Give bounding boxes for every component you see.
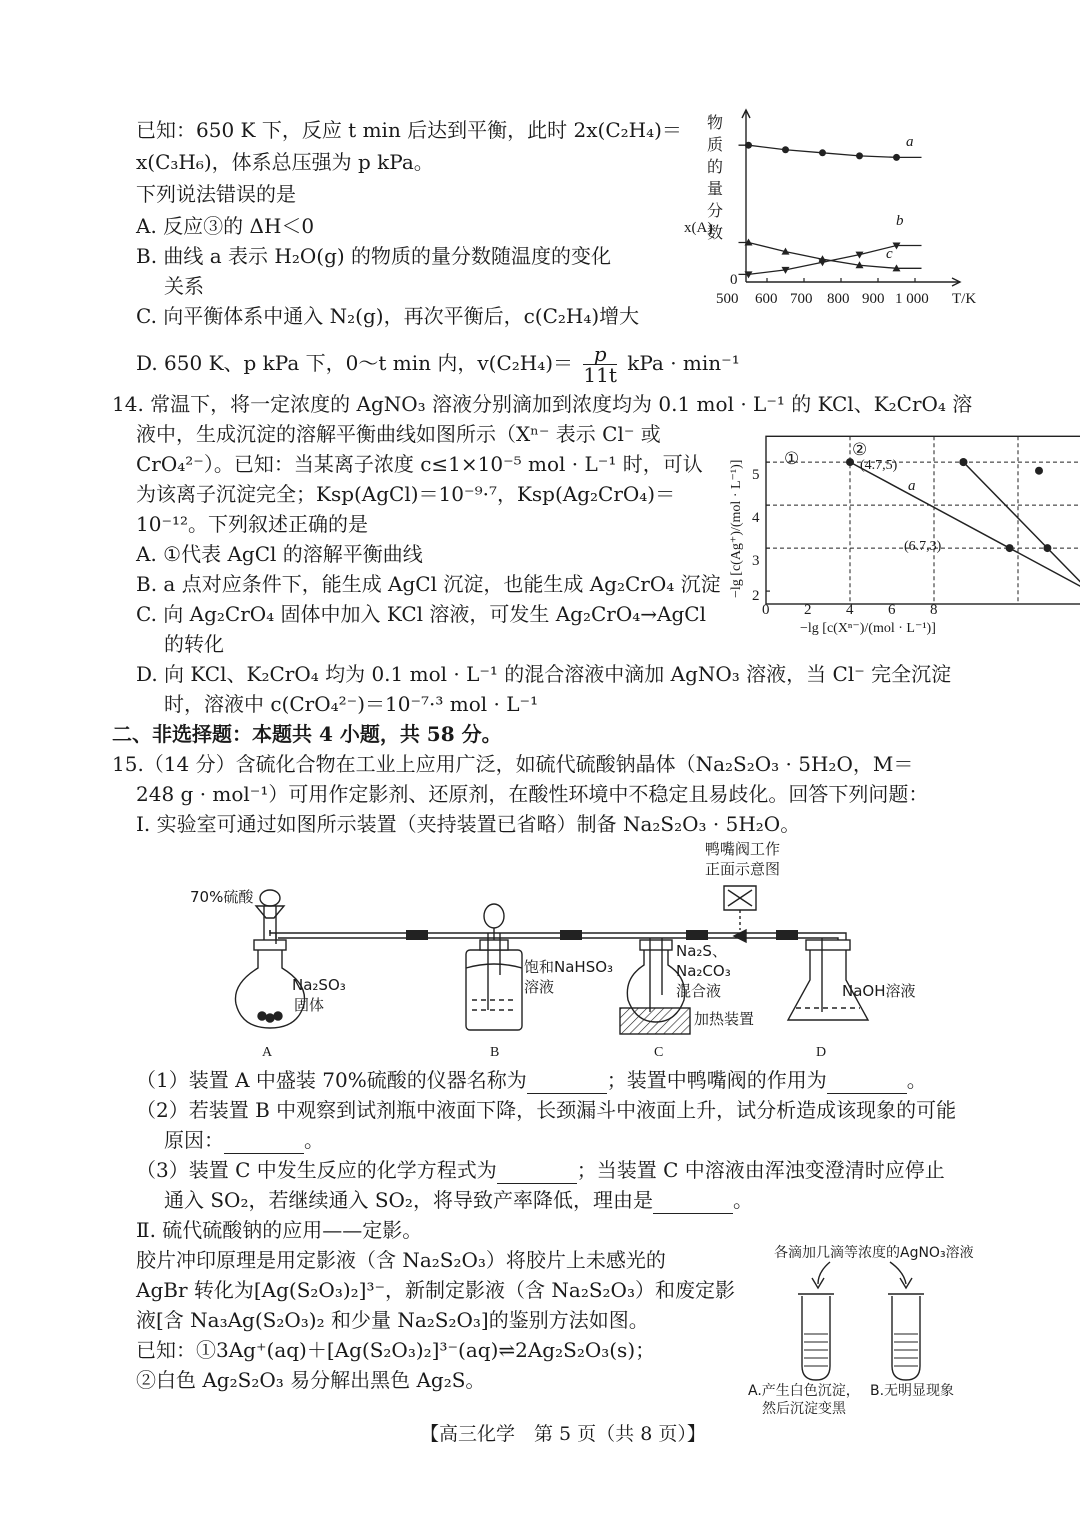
chart1-series-label-b: b [896,213,904,229]
chart2-xtick: 6 [888,602,896,618]
q14-option-a: A. ①代表 AgCl 的溶解平衡曲线 [136,542,423,566]
chart1-series-label-c: c [886,246,893,262]
q15-sub3-text: 。 [732,1188,753,1212]
q13-option-c: C. 向平衡体系中通入 N₂(g)，再次平衡后，c(C₂H₄)增大 [136,304,640,328]
chart2-ylabel: −lg [c(Ag⁺)/(mol · L⁻¹)] [729,459,744,598]
c-solution-label: 混合液 [676,982,722,1000]
q15-part2-line: 液[含 Na₃Ag(S₂O₃)₂ 和少量 Na₂S₂O₃]的鉴别方法如图。 [136,1308,649,1332]
q13-known-line2: x(C₃H₆)，体系总压强为 p kPa。 [136,150,434,174]
q14-option-d-cont: 时，溶液中 c(CrO₄²⁻)＝10⁻⁷·³ mol · L⁻¹ [164,692,539,716]
tube-a-result: 然后沉淀变黑 [762,1401,846,1417]
chart1-xtick: 900 [862,291,885,307]
test-tube-a [802,1296,830,1380]
chart1-ylabel-char: 量 [706,179,723,198]
q15-part2-line: 胶片冲印原理是用定影液（含 Na₂S₂O₃）将胶片上未感光的 [136,1248,666,1272]
q15-part1-heading: Ⅰ. 实验室可通过如图所示装置（夹持装置已省略）制备 Na₂S₂O₃ · 5H₂O。 [136,812,801,836]
c-solution-label: Na₂S、 [676,942,727,960]
q15-sub2-text: 。 [304,1128,324,1152]
q14-option-d: D. 向 KCl、K₂CrO₄ 均为 0.1 mol · L⁻¹ 的混合溶液中滴加 AgNO₃ 溶液，当 Cl⁻ 完全沉淀 [136,662,952,686]
chart1-ylabel-symbol: x(A) [684,220,713,236]
apparatus-label-d: D [816,1045,827,1060]
page-footer: 【高三化学 第 5 页（共 8 页）】 [420,1423,706,1445]
chart1-xtick: 800 [827,291,850,307]
q13-option-d-prefix: D. 650 K、p kPa 下，0～t min 内，v(C₂H₄)＝ [136,351,574,375]
chart1-xtick: 600 [755,291,778,307]
q13-option-b-line1: B. 曲线 a 表示 H₂O(g) 的物质的量分数随温度的变化 [136,244,612,268]
q15-sub2: （2）若装置 B 中观察到试剂瓶中液面下降，长颈漏斗中液面上升，试分析造成该现象的可能 [136,1098,957,1122]
q13-option-a: A. 反应③的 ΔH＜0 [136,214,315,238]
solid-label: 固体 [294,996,325,1014]
chart2-xlabel: −lg [c(Xⁿ⁻)/(mol · L⁻¹)] [800,621,936,636]
chart2-xtick: 2 [804,602,812,618]
chart2-xtick: 4 [846,602,854,618]
chart1-xtick: 700 [790,291,813,307]
q13-option-d-unit: kPa · min⁻¹ [627,351,740,375]
chart2-point-a-label: a [908,478,916,494]
chart2-curve1-label: ① [784,449,800,468]
q14-line: 液中，生成沉淀的溶解平衡曲线如图所示（Xⁿ⁻ 表示 Cl⁻ 或 [136,422,661,446]
nahso3-label: 饱和NaHSO₃ [524,958,614,976]
acid-label: 70%硫酸 [190,888,254,906]
chart2-point-label: (4.7,5) [860,458,898,473]
q13-stem: 下列说法错误的是 [136,182,296,206]
q15-part2-line: ②白色 Ag₂S₂O₃ 易分解出黑色 Ag₂S。 [136,1368,486,1392]
chart1-ylabel-char: 的 [706,157,723,176]
test-tube-b [892,1296,920,1380]
q15-part2-line: 已知：①3Ag⁺(aq)＋[Ag(S₂O₃)₂]³⁻(aq)⇌2Ag₂S₂O₃(s)； [136,1338,656,1362]
chart2-ytick: 2 [752,588,760,604]
apparatus-label-a: A [262,1045,273,1060]
q15-part2-heading: Ⅱ. 硫代硫酸钠的应用——定影。 [136,1218,423,1242]
chart1-series-label-a: a [906,134,914,150]
chart2-ytick: 5 [752,467,760,483]
chart2-ytick: 3 [752,553,760,569]
q14-option-c-cont: 的转化 [164,632,224,656]
q15-sub3-text: （3）装置 C 中发生反应的化学方程式为 [136,1158,497,1182]
q14-line: 14. 常温下，将一定浓度的 AgNO₃ 溶液分别滴加到浓度均为 0.1 mol · L⁻¹ 的 KCl、K₂CrO₄ 溶 [112,392,973,416]
q15-sub1-text: （1）装置 A 中盛装 70%硫酸的仪器名称为 [136,1068,527,1092]
q13-option-b-line2: 关系 [164,274,204,298]
q15-sub1-text: ；装置中鸭嘴阀的作用为 [606,1068,827,1092]
chart1-ylabel-char: 分 [706,201,723,220]
q15-part2-line: AgBr 转化为[Ag(S₂O₃)₂]³⁻，新制定影液（含 Na₂S₂O₃）和废定影 [136,1278,735,1302]
valve-title: 正面示意图 [705,860,781,878]
nahso3-label: 溶液 [524,978,555,996]
chart1-ylabel-char: 物 [706,113,723,132]
chart1-origin: 0 [730,272,738,288]
q15-sub2-text: 原因： [164,1128,224,1152]
fraction-numerator: p [583,344,617,365]
chart1-ylabel-char: 质 [706,135,723,154]
heater-label: 加热装置 [694,1010,755,1028]
q14-line: 为该离子沉淀完全；Ksp(AgCl)＝10⁻⁹·⁷，Ksp(Ag₂CrO₄)＝ [136,482,676,506]
chart1-xtick: 500 [716,291,739,307]
chart2-xtick: 0 [762,602,770,618]
tubes-title: 各滴加几滴等浓度的AgNO₃溶液 [774,1245,974,1261]
q14-option-b: B. a 点对应条件下，能生成 AgCl 沉淀，也能生成 Ag₂CrO₄ 沉淀 [136,572,721,596]
apparatus-label-c: C [654,1045,664,1060]
tube-a-result: A.产生白色沉淀， [748,1383,860,1399]
q15-sub3-text: 通入 SO₂，若继续通入 SO₂，将导致产率降低，理由是 [164,1188,653,1212]
q14-line: 10⁻¹²。下列叙述正确的是 [136,512,369,536]
na2so3-label: Na₂SO₃ [292,976,346,994]
q15-line: 15.（14 分）含硫化合物在工业上应用广泛，如硫代硫酸钠晶体（Na₂S₂O₃ · 5H₂O，M＝ [112,752,914,776]
q15-sub1-text: 。 [906,1068,927,1092]
c-solution-label: Na₂CO₃ [676,962,731,980]
chart1-xlabel: T/K [952,291,977,307]
valve-title: 鸭嘴阀工作 [705,840,781,858]
q15-sub3-text: ；当装置 C 中溶液由浑浊变澄清时应停止 [576,1158,945,1182]
chart1-xtick: 1 000 [895,291,929,307]
section-heading: 二、非选择题：本题共 4 小题，共 58 分。 [112,722,502,746]
chart1-ylabel-char: 数 [706,223,723,242]
apparatus-label-b: B [490,1045,500,1060]
fraction-denominator: 11t [583,363,617,387]
chart2-point-label: (6.7,3) [904,539,942,554]
tube-b-result: B.无明显现象 [870,1383,955,1399]
q15-line: 248 g · mol⁻¹）可用作定影剂、还原剂，在酸性环境中不稳定且易歧化。回答下列问题： [136,782,929,806]
chart2-curve2-label: ② [852,440,868,459]
q14-line: CrO₄²⁻）。已知：当某离子浓度 c≤1×10⁻⁵ mol · L⁻¹ 时，可认 [136,452,703,476]
q13-known-line1: 已知：650 K 下，反应 t min 后达到平衡，此时 2x(C₂H₄)＝ [136,118,682,142]
chart2-ytick: 4 [752,510,760,526]
naoh-label: NaOH溶液 [842,982,916,1000]
q14-option-c: C. 向 Ag₂CrO₄ 固体中加入 KCl 溶液，可发生 Ag₂CrO₄→AgCl [136,602,706,626]
chart2-xtick: 8 [930,602,938,618]
